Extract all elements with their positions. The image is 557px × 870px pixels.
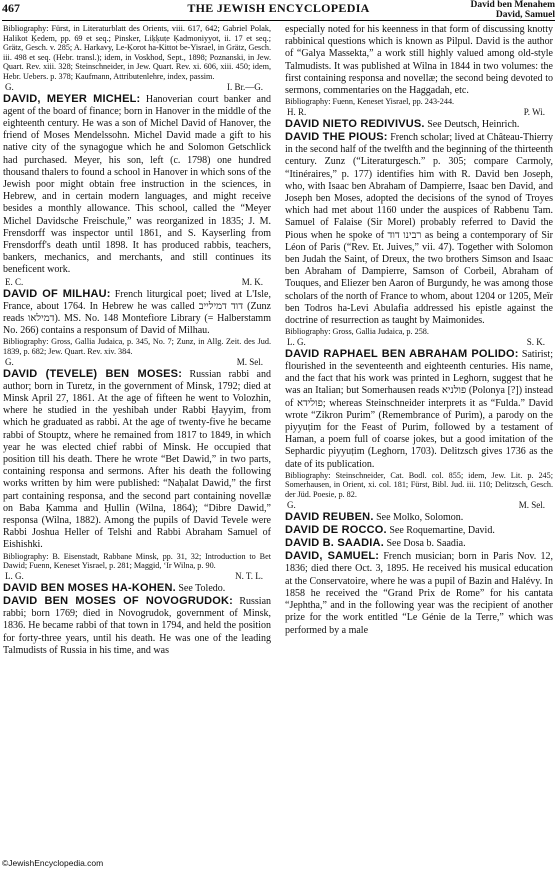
- signature: [3, 82, 271, 93]
- signature-code: G.: [5, 81, 14, 92]
- left-column: [3, 24, 271, 657]
- entry-headword: DAVID, SAMUEL:: [285, 550, 380, 563]
- entry-david-samuel: [285, 550, 553, 636]
- signature-code: G.: [5, 356, 14, 367]
- entry-headword: DAVID NIETO REDIVIVUS.: [285, 117, 425, 130]
- copyright-footer[interactable]: ©JewishEncyclopedia.com: [2, 858, 104, 868]
- entry-david-de-rocco: [285, 524, 553, 537]
- entry-headword: DAVID THE PIOUS:: [285, 131, 388, 144]
- header-rule: [2, 20, 555, 21]
- range-bottom: David, Samuel: [495, 10, 555, 20]
- right-column: [285, 24, 553, 637]
- signature-code: G.: [287, 499, 296, 510]
- bibliography: Bibliography: B. Eisenstadt, Rabbane Minsk, pp. 31, 32; Introduction to Bet Dawid; Fuenn, Keneset Yisrael, p. 281; Maggid, ‘Ir Wilna, p. 90.: [3, 551, 271, 571]
- entry-headword: DAVID, MEYER MICHEL:: [3, 92, 141, 105]
- signature: [285, 337, 553, 348]
- bibliography: Bibliography: Fuenn, Keneset Yisrael, pp. 243-244.: [285, 97, 455, 107]
- entry-text: See Dosa b. Saadia.: [383, 538, 466, 550]
- entry-david-the-pious: [285, 131, 553, 327]
- entry-text: French scholar; lived at Château-Thierry in the second half of the twelfth and the beginning of the thirteenth century. Zunz (“Literaturgesch.” p. 305; compare Carmoly, “Itinéraires,” p. 177) identifies him with R. David ben Joseph, who, with Isaac ben Abraham of Dampierre, Isaac ben David, and Joseph ben Moses, adopted the decisions of the synod of Troyes which had met about 1160 under the auspices of Rabbenu Tam. Samuel of Falaise (Sir Morel) probably referred to David the Pious when he spoke of רבינו דוד as being a contemporary of Sir Léon of Paris (“Rev. Et. Juives,” vii. 47). Together with Solomon ben Judah the Saint, of Dreux, the two brothers Simson and Isaac ben Abraham of Dampierre, Samson of Corbeil, Abraham of Touques, and Eliezer ben Aaron of Burgundy, he was among those scholars of the north of France to whom, about 1204 or 1205, Meïr ben Todros ha-Levi Abulafia addressed his epistle against the doctrine of resurrection as taught by Maimonides.: [285, 132, 553, 327]
- entry-david-raphael-polido: [285, 348, 553, 471]
- signature-author: I. Br.—G.: [227, 81, 263, 92]
- entry-text: Russian rabbi; born 1769; died in Novogrudok, government of Minsk, 1836. He became rabbi of that town in 1794, and held the position for forty-three years, until his death. He was one of the leading Talmudists of Russia in his time, and was: [3, 596, 272, 656]
- range-top: David ben Menahem: [470, 0, 555, 10]
- entry-david-of-milhau: [3, 288, 271, 338]
- signature: [3, 571, 271, 582]
- signature-code: L. G.: [5, 570, 24, 581]
- entry-david-ben-moses-of-novogrudok: [3, 595, 271, 657]
- entry-headword: DAVID OF MILHAU:: [3, 287, 111, 300]
- bibliography: Bibliography: Fürst, in Literaturblatt des Orients, viii. 617, 642; Gabriel Polak, Halikot Ḳedem, pp. 69 et seq.; Pinsker, Liḳḳuṭe Ḳadmoniyyot, ii. 17 et seq.; Grätz, Gesch. v. 285; A. Harkavy, Le-Ḳorot ha-Kittot be-Yisrael, in Grätz, Gesch. iii. 498 et seq. (Hebr. transl.); idem, in Voskhod, Sept., 1898; Poznanski, in Jew. Quart. Rev. xiii. 328; Steinschneider, in Jew. Quart. Rev. xi. 606, xiii. 450; idem, Hebr. Uebers. p. 378; Kaufmann, Attributenlehre, index, passim.: [3, 24, 271, 81]
- entry-text: Russian rabbi and author; born in Turetz, in the government of Minsk, 1792; died at Minsk April 27, 1861. At the age of fifteen he went to Volozhin, where he studied in the yeshibah under Rabbi Ḥayyim, from which he graduated as rabbi. At the age of twenty-five he became rabbi of Stouptz, where he remained from 1817 to 1849, in which year he was elected chief rabbi of Minsk. He occupied that position till his death. There he wrote “Bet Dawid,” in two parts, containing responsa and sermons. After his death the following works written by him were published: “Naḥalat Dawid,” the first part containing responsa, and the second part containing novellæ on Baba Ḳamma and Ḥullin (Wilna, 1864); “Dibre Dawid,” responsa (Wilna, 1882). Among the pupils of David Tevele were Rabbi Joshua Heller of Telshi and Rabbi Abraham Samuel of Eishishki.: [3, 368, 271, 551]
- entry-headword: DAVID DE ROCCO.: [285, 523, 387, 536]
- entry-range: [471, 0, 555, 20]
- entry-headword: DAVID BEN MOSES OF NOVOGRUDOK:: [3, 595, 234, 608]
- entry-headword: DAVID REUBEN.: [285, 510, 374, 523]
- entry-text: See Deutsch, Heinrich.: [424, 118, 520, 130]
- entry-david-meyer-michel: [3, 93, 271, 277]
- signature-author: S. K.: [526, 336, 545, 347]
- journal-title: THE JEWISH ENCYCLOPEDIA: [187, 1, 370, 15]
- entry-text: Hanoverian court banker and agent of the board of finance; born in Hanover in the middle of the eighteenth century. He was a son of Michel David of Hanover, the friend of Moses Mendelssohn. Michel David made a gift to his native city of the synagogue which he and Solomon Getschlick had purchased. Meyer, his son, left (c. 1798) one hundred thousand thalers to found a school in Hanover in which sons of the Jewish poor might obtain free instruction in the sciences, in Hebrew, and in certain modern languages, and might receive besides a monthly allowance. This school, called the “Meyer Michel Davidsche Freischule,” was reorganized in 1835; J. M. Frensdorff was inspector until 1861, and S. Kayserling from Frensdorff's death until 1898. It has produced rabbis, teachers, bankers, mechanics, and merchants, and still continues its beneficent work.: [3, 93, 271, 276]
- signature: [3, 277, 271, 288]
- entry-david-reuben: [285, 511, 553, 524]
- bibliography: Bibliography: Steinschneider, Cat. Bodl. col. 855; idem, Jew. Lit. p. 245; Somerhausen, in Orient, xi. col. 181; Fürst, Bibl. Jud. iii. 110; Delitzsch, Gesch. der Jüd. Poesie, p. 82.: [285, 470, 553, 500]
- entry-headword: DAVID BEN MOSES HA-KOHEN.: [3, 581, 176, 594]
- signature: [285, 107, 553, 118]
- entry-headword: DAVID RAPHAEL BEN ABRAHAM POLIDO:: [285, 347, 519, 360]
- signature-author: P. Wi.: [523, 106, 545, 117]
- bibliography: Bibliography: Gross, Gallia Judaica, p. 345, No. 7; Zunz, in Allg. Zeit. des Jud. 1839, p. 682; Jew. Quart. Rev. xiv. 384.: [3, 337, 271, 357]
- page-number: 467: [2, 1, 20, 15]
- entry-text: See Toledo.: [175, 582, 226, 594]
- signature: [3, 357, 271, 368]
- page-header: [0, 0, 557, 18]
- entry-headword: DAVID B. SAADIA.: [285, 537, 384, 550]
- signature-author: N. T. L.: [235, 570, 263, 581]
- entry-david-b-saadia: [285, 537, 553, 550]
- signature-code: H. R.: [287, 106, 307, 117]
- signature-author: M. Sel.: [518, 499, 545, 510]
- signature-author: M. Sel.: [236, 356, 263, 367]
- signature-code: L. G.: [287, 336, 306, 347]
- entry-headword: DAVID (TEVELE) BEN MOSES:: [3, 367, 183, 380]
- entry-text: Satirist; flourished in the seventeenth and eighteenth centuries. His name, and the fact that his work was printed in Leghorn, suggest that he was an Italian; but Somerhausen reads פולניא (Polonya [?]) instead of פולידא; whereas Steinschneider interprets it as “Fulda.” David wrote “Zikron Purim” (Remembrance of Purim), a parody on the piyyuṭim for the Feast of Purim, followed by a testament of Haman, a poem full of coarse jokes, but a good imitation of the Sephardic piyyuṭim (Leghorn, 1703). Delitzsch gives 1736 as the date of its publication.: [285, 348, 553, 470]
- entry-text: See Molko, Solomon.: [373, 511, 464, 523]
- entry-text: French musician; born in Paris Nov. 12, 1836; died there Oct. 3, 1895. He received his musical education at the Conservatoire, where he was a pupil of Bazin and Halévy. In 1858 he received the “Grand Prix de Rome” for his cantata “Jephtha,” and in the following year was the recipient of another prize for the work entitled “Le Génie de la Terre,” which was performed by a male: [285, 551, 553, 636]
- entry-continuation: especially noted for his keenness in that form of discussing knotty rabbinical questions which is known as Pilpul. David is the author of “Galya Massekta,” a work still highly valued among old-style Talmudists. It was published at Wilna in 1844 in two volumes: the first containing responsa and novellæ; the second being devoted to sermons, commentaries on the Haggadah, etc.: [285, 24, 553, 97]
- signature-code: E. C.: [5, 276, 24, 287]
- signature-author: M. K.: [241, 276, 263, 287]
- entry-text: See Roquemartine, David.: [386, 524, 495, 536]
- entry-text: French liturgical poet; lived at L'Isle, France, about 1764. In Hebrew he was called דוד דמילייב (Zunz reads דמילאו). MS. No. 148 Montefiore Library (= Halberstamm No. 266) contains a responsum of David of Milhau.: [3, 288, 271, 337]
- signature: [285, 500, 553, 511]
- entry-david-tevele-ben-moses: [3, 368, 271, 552]
- entry-david-nieto-redivivus: [285, 118, 553, 131]
- entry-david-ben-moses-ha-kohen: [3, 582, 271, 595]
- bibliography: Bibliography: Gross, Gallia Judaica, p. 258.: [285, 327, 429, 337]
